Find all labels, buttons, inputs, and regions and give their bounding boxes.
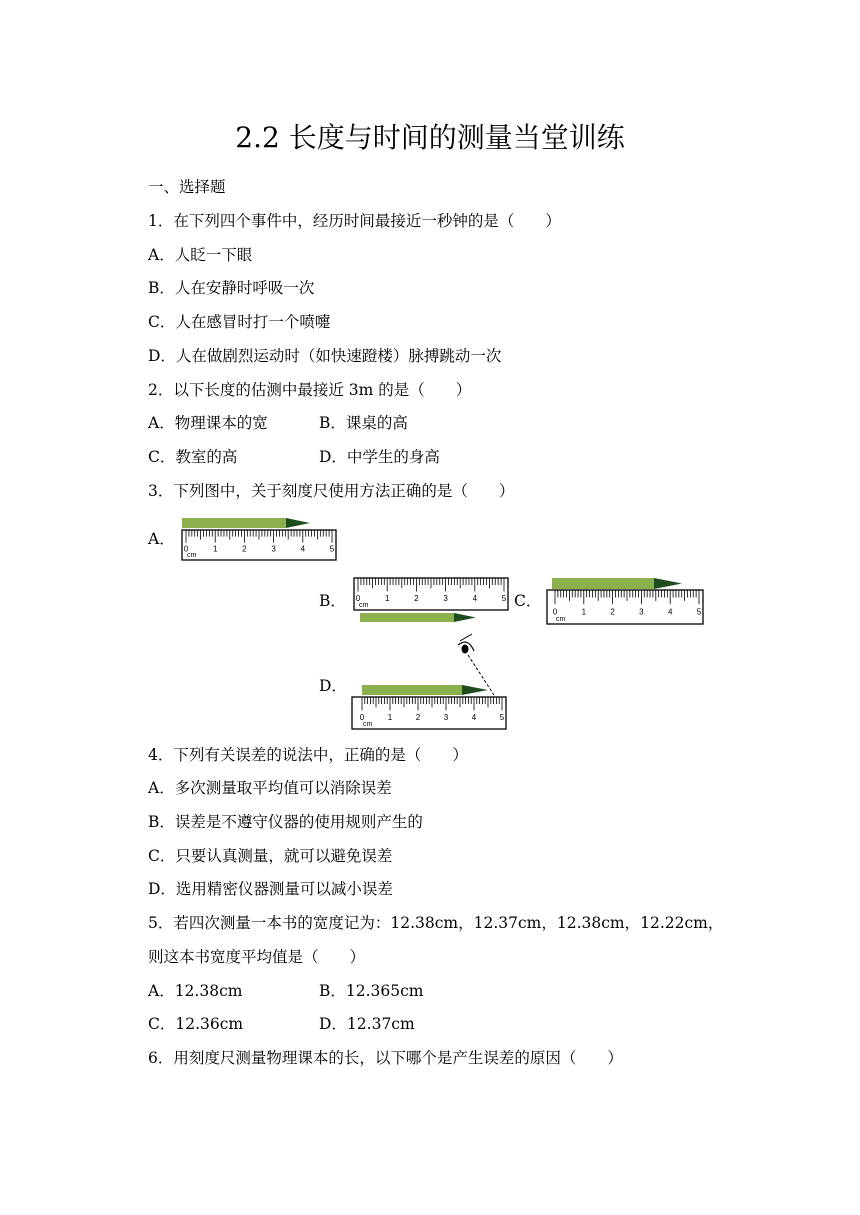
- page-title: 2.2 长度与时间的测量当堂训练: [235, 121, 625, 154]
- ruler-number: 0: [183, 544, 189, 554]
- ruler-number: 4: [300, 544, 306, 554]
- ruler-number: 5: [696, 607, 702, 617]
- ruler-number: 2: [610, 607, 615, 617]
- ruler-number: 5: [329, 544, 335, 554]
- ruler-scale: [354, 578, 508, 610]
- question-1-option-d: D．人在做剧烈运动时（如快速蹬楼）脉搏跳动一次: [148, 347, 502, 365]
- ruler-number: 2: [415, 713, 421, 723]
- ruler-number: 4: [667, 607, 673, 617]
- ruler-number: 2: [242, 544, 247, 554]
- pencil-tip: [454, 613, 476, 622]
- ruler-frame: [547, 590, 703, 624]
- ruler-number: 0: [359, 713, 365, 723]
- figure-b-ruler: [350, 575, 512, 625]
- ruler-unit: cm: [363, 721, 373, 728]
- question-6-stem: 6．用刻度尺测量物理课本的长，以下哪个是产生误差的原因（ ）: [148, 1049, 623, 1067]
- question-4-option-a: A．多次测量取平均值可以消除误差: [148, 779, 392, 797]
- question-4-option-b: B．误差是不遵守仪器的使用规则产生的: [148, 813, 423, 831]
- pencil: [362, 685, 488, 695]
- section-heading: 一、选择题: [148, 178, 226, 196]
- pencil-tip: [654, 578, 682, 589]
- ruler-number: 3: [443, 594, 448, 604]
- ruler-unit: cm: [187, 552, 197, 559]
- question-1-option-c: C．人在感冒时打一个喷嚏: [148, 313, 331, 331]
- figure-a-ruler: [178, 514, 340, 564]
- question-5-option-a: A．12.38cm: [148, 982, 243, 1000]
- question-1-option-a: A．人眨一下眼: [148, 246, 253, 264]
- question-2-stem: 2．以下长度的估测中最接近 3m 的是（ ）: [148, 381, 472, 399]
- ruler-unit: cm: [556, 616, 566, 623]
- question-3-option-c-label: C．: [514, 592, 542, 610]
- question-1-stem: 1．在下列四个事件中，经历时间最接近一秒钟的是（ ）: [148, 212, 561, 230]
- pencil-body: [552, 578, 654, 589]
- ruler-number: 1: [212, 544, 218, 554]
- question-5-stem-continued: 则这本书宽度平均值是（ ）: [148, 948, 366, 966]
- ruler-number: 2: [414, 594, 419, 604]
- pencil-tip: [462, 685, 488, 695]
- question-5-option-c: C．12.36cm: [148, 1015, 244, 1033]
- ruler-scale: [547, 590, 703, 624]
- pencil: [360, 613, 476, 622]
- pencil-body: [182, 518, 286, 528]
- ruler-number: 5: [499, 713, 505, 723]
- question-3-option-a-label: A．: [148, 530, 175, 548]
- question-5-option-d: D．12.37cm: [319, 1015, 415, 1033]
- ruler-number: 5: [501, 594, 507, 604]
- question-2-option-d: D．中学生的身高: [319, 448, 440, 466]
- ruler-scale: [352, 697, 506, 729]
- question-2-option-a: A．物理课本的宽: [148, 414, 268, 432]
- ruler-number: 3: [639, 607, 644, 617]
- ruler-number: 3: [443, 713, 449, 723]
- pencil-body: [362, 685, 462, 695]
- pencil-body: [360, 613, 454, 622]
- pencil: [552, 578, 682, 589]
- ruler-number: 1: [384, 594, 390, 604]
- question-2-option-c: C．教室的高: [148, 448, 238, 466]
- ruler-number: 1: [387, 713, 393, 723]
- ruler-number: 0: [552, 607, 558, 617]
- ruler-number: 3: [271, 544, 276, 554]
- figure-d-ruler: [348, 633, 510, 731]
- ruler-number: 4: [471, 713, 477, 723]
- ruler-unit: cm: [359, 602, 369, 609]
- question-4-option-d: D．选用精密仪器测量可以减小误差: [148, 880, 393, 898]
- question-5-option-b: B．12.365cm: [319, 982, 424, 1000]
- ruler-number: 1: [581, 607, 587, 617]
- question-1-option-b: B．人在安静时呼吸一次: [148, 279, 315, 297]
- ruler-number: 0: [355, 594, 361, 604]
- question-3-option-b-label: B．: [319, 592, 346, 610]
- figure-c-ruler: [544, 576, 708, 628]
- question-2-option-b: B．课桌的高: [319, 414, 408, 432]
- ruler-scale: [182, 530, 336, 560]
- question-4-option-c: C．只要认真测量，就可以避免误差: [148, 847, 393, 865]
- ruler-number: 4: [472, 594, 478, 604]
- pencil: [182, 518, 310, 528]
- question-4-stem: 4．下列有关误差的说法中，正确的是（ ）: [148, 746, 468, 764]
- question-5-stem: 5．若四次测量一本书的宽度记为：12.38cm，12.37cm，12.38cm，12.22cm，: [148, 914, 724, 932]
- question-3-stem: 3．下列图中，关于刻度尺使用方法正确的是（ ）: [148, 482, 515, 500]
- pencil-tip: [286, 518, 310, 528]
- question-3-option-d-label: D．: [319, 677, 347, 695]
